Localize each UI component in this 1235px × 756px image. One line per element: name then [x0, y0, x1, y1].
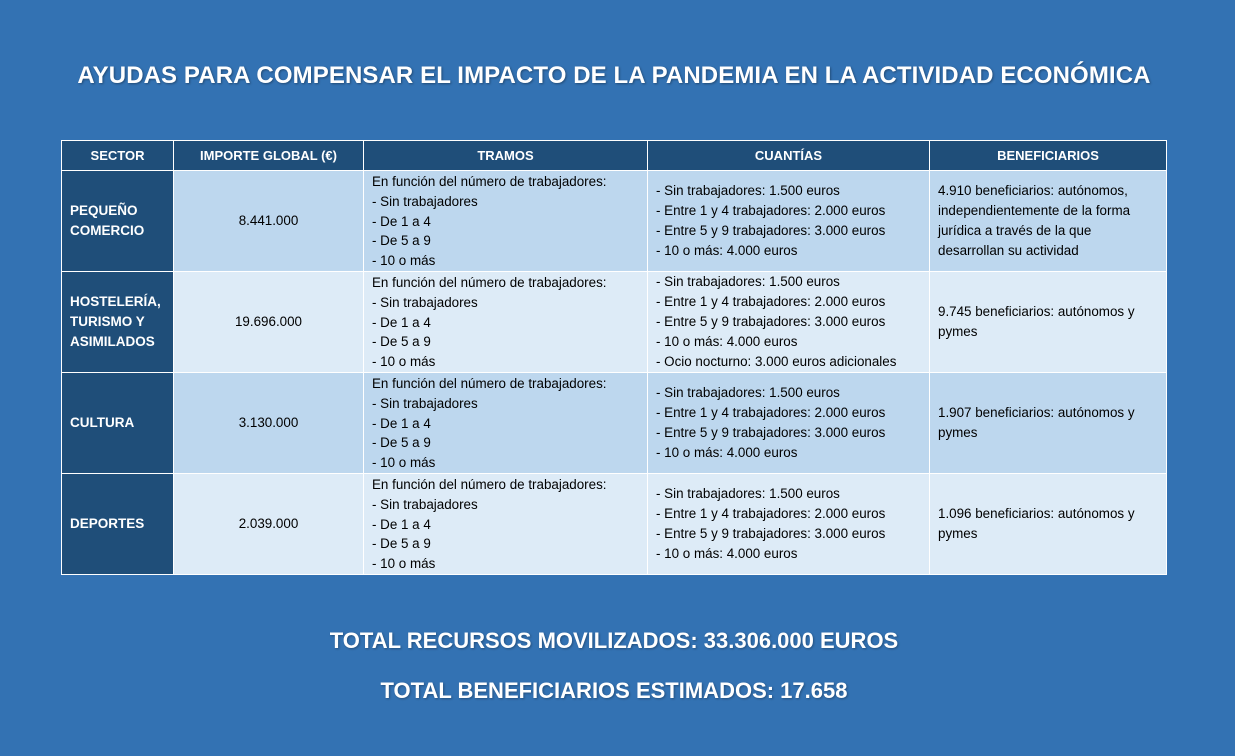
cuantias-cell-line: - Entre 1 y 4 trabajadores: 2.000 euros [656, 405, 886, 421]
beneficiarios-cell-line: independientemente de la forma [938, 203, 1131, 219]
tramos-cell-line: - Sin trabajadores [372, 496, 478, 512]
importe-cell: 3.130.000 [174, 372, 364, 473]
cuantias-cell [648, 372, 930, 473]
table-header-row [62, 141, 1167, 171]
sector-cell [62, 271, 174, 372]
cuantias-cell-line: - 10 o más: 4.000 euros [656, 242, 798, 258]
importe-cell: 8.441.000 [174, 171, 364, 272]
importe-cell: 19.696.000 [174, 271, 364, 372]
beneficiarios-cell-line: pymes [938, 323, 978, 339]
tramos-cell-line: En función del número de trabajadores: [372, 476, 607, 492]
tramos-cell-line: - Sin trabajadores [372, 294, 478, 310]
sector-cell [62, 372, 174, 473]
tramos-cell-line: - De 5 a 9 [372, 536, 431, 552]
table-body [62, 171, 1167, 575]
tramos-cell-line: - 10 o más [372, 455, 436, 471]
header-beneficiarios: BENEFICIARIOS [930, 141, 1167, 171]
cuantias-cell-line: - Entre 5 y 9 trabajadores: 3.000 euros [656, 525, 886, 541]
table-row [62, 271, 1167, 372]
cuantias-cell [648, 171, 930, 272]
beneficiarios-cell [930, 473, 1167, 574]
cuantias-cell-line: - Sin trabajadores: 1.500 euros [656, 274, 840, 290]
tramos-cell-line: - 10 o más [372, 354, 436, 370]
tramos-cell-line: En función del número de trabajadores: [372, 274, 607, 290]
beneficiarios-cell [930, 171, 1167, 272]
cuantias-cell-line: - Ocio nocturno: 3.000 euros adicionales [656, 353, 897, 369]
tramos-cell [364, 271, 648, 372]
cuantias-cell [648, 271, 930, 372]
page-title: AYUDAS PARA COMPENSAR EL IMPACTO DE LA PANDEMIA EN LA ACTIVIDAD ECONÓMICA [77, 62, 1151, 89]
cuantias-cell-line: - Entre 1 y 4 trabajadores: 2.000 euros [656, 294, 886, 310]
beneficiarios-cell-line: jurídica a través de la que [938, 222, 1092, 238]
total-beneficiarios: TOTAL BENEFICIARIOS ESTIMADOS: 17.658 [380, 678, 848, 703]
cuantias-cell-line: - Entre 5 y 9 trabajadores: 3.000 euros [656, 424, 886, 440]
tramos-cell-line: En función del número de trabajadores: [372, 174, 607, 189]
tramos-cell [364, 171, 648, 272]
beneficiarios-cell-line: desarrollan su actividad [938, 242, 1079, 258]
cuantias-cell-line: - Sin trabajadores: 1.500 euros [656, 183, 840, 199]
header-tramos: TRAMOS [364, 141, 648, 171]
total-recursos: TOTAL RECURSOS MOVILIZADOS: 33.306.000 EUROS [329, 628, 899, 653]
beneficiarios-cell-line: 4.910 beneficiarios: autónomos, [938, 183, 1128, 199]
cuantias-cell-line: - Entre 1 y 4 trabajadores: 2.000 euros [656, 506, 886, 522]
tramos-cell-line: - De 5 a 9 [372, 435, 431, 451]
tramos-cell-line: - Sin trabajadores [372, 395, 478, 411]
tramos-cell-line: - De 5 a 9 [372, 233, 431, 249]
tramos-cell-line: - Sin trabajadores [372, 193, 478, 209]
cuantias-cell-line: - 10 o más: 4.000 euros [656, 545, 798, 561]
cuantias-cell [648, 473, 930, 574]
sector-cell-line: DEPORTES [70, 515, 145, 531]
beneficiarios-cell-line: 9.745 beneficiarios: autónomos y [938, 304, 1135, 320]
ayudas-table [61, 140, 1167, 575]
beneficiarios-cell [930, 372, 1167, 473]
sector-cell [62, 171, 174, 272]
beneficiarios-cell [930, 271, 1167, 372]
tramos-cell-line: - De 5 a 9 [372, 334, 431, 350]
sector-cell-line: CULTURA [70, 414, 135, 430]
sector-cell-line: COMERCIO [70, 222, 145, 238]
tramos-cell-line: - De 1 a 4 [372, 516, 431, 532]
beneficiarios-cell-line: pymes [938, 525, 978, 541]
header-sector: SECTOR [62, 141, 174, 171]
tramos-cell-line: - De 1 a 4 [372, 415, 431, 431]
tramos-cell-line: - 10 o más [372, 556, 436, 572]
cuantias-cell-line: - Entre 5 y 9 trabajadores: 3.000 euros [656, 222, 886, 238]
cuantias-cell-line: - Sin trabajadores: 1.500 euros [656, 385, 840, 401]
cuantias-cell-line: - 10 o más: 4.000 euros [656, 333, 798, 349]
cuantias-cell-line: - Entre 5 y 9 trabajadores: 3.000 euros [656, 314, 886, 330]
sector-cell [62, 473, 174, 574]
beneficiarios-cell-line: pymes [938, 424, 978, 440]
beneficiarios-cell-line: 1.096 beneficiarios: autónomos y [938, 506, 1135, 522]
header-importe: IMPORTE GLOBAL (€) [174, 141, 364, 171]
header-cuantias: CUANTÍAS [648, 141, 930, 171]
table-row [62, 473, 1167, 574]
beneficiarios-cell-line: 1.907 beneficiarios: autónomos y [938, 405, 1135, 421]
table-row [62, 171, 1167, 272]
cuantias-cell-line: - Entre 1 y 4 trabajadores: 2.000 euros [656, 203, 886, 219]
sector-cell-line: PEQUEÑO [70, 202, 138, 218]
sector-cell-line: HOSTELERÍA, [70, 293, 161, 309]
tramos-cell [364, 372, 648, 473]
sector-cell-line: ASIMILADOS [70, 333, 155, 349]
tramos-cell-line: En función del número de trabajadores: [372, 375, 607, 391]
tramos-cell-line: - De 1 a 4 [372, 314, 431, 330]
table-row [62, 372, 1167, 473]
tramos-cell-line: - De 1 a 4 [372, 213, 431, 229]
cuantias-cell-line: - Sin trabajadores: 1.500 euros [656, 486, 840, 502]
tramos-cell [364, 473, 648, 574]
tramos-cell-line: - 10 o más [372, 253, 436, 269]
cuantias-cell-line: - 10 o más: 4.000 euros [656, 444, 798, 460]
importe-cell: 2.039.000 [174, 473, 364, 574]
sector-cell-line: TURISMO Y [70, 313, 145, 329]
